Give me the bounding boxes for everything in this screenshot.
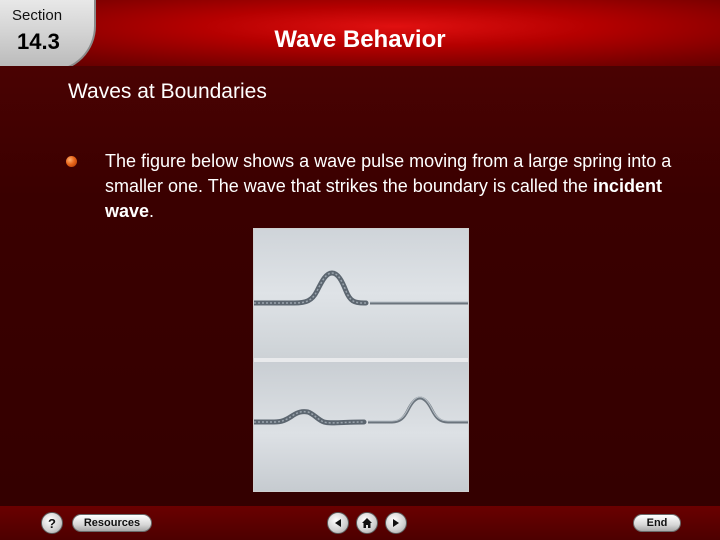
bullet-text-part1: The figure below shows a wave pulse moving from a large spring into a smaller one. The wave that strikes the boundary is called the	[105, 151, 672, 196]
home-button[interactable]	[356, 512, 378, 534]
back-arrow-icon	[333, 518, 343, 528]
spring-photo-reflected	[254, 362, 468, 491]
spring-photo-incident	[254, 229, 468, 358]
bullet-text	[105, 149, 695, 224]
home-icon	[361, 517, 373, 529]
bullet-text-part2: .	[149, 201, 155, 221]
end-button[interactable]	[633, 514, 681, 532]
forward-arrow-icon	[391, 518, 401, 528]
slide-subheading: Waves at Boundaries	[68, 80, 267, 103]
resources-label: Resources	[83, 517, 141, 529]
bullet-bold-term: incident wave	[105, 176, 662, 221]
section-number: 14.3	[17, 29, 60, 54]
resources-button[interactable]	[72, 514, 152, 532]
navigation-bar	[0, 506, 720, 540]
slide-content	[0, 66, 720, 506]
back-button[interactable]	[327, 512, 349, 534]
help-icon: ?	[48, 515, 56, 531]
forward-button[interactable]	[385, 512, 407, 534]
page-title: Wave Behavior	[274, 26, 446, 53]
spring-figure	[253, 228, 469, 492]
bullet-icon	[66, 156, 77, 167]
section-label: Section	[12, 7, 63, 24]
end-label: End	[646, 517, 668, 529]
help-button[interactable]	[41, 512, 63, 534]
